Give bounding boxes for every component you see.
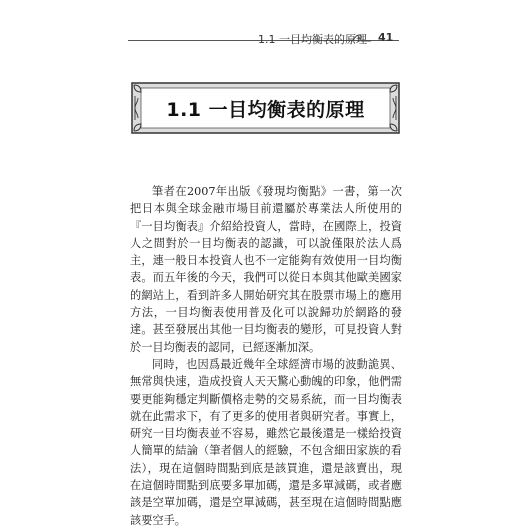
section-title: 1.1 一目均衡表的原理	[166, 98, 365, 121]
paragraph: 筆者在2007年出版《發現均衡點》一書，第一次把日本與全球金融市場目前還屬於專業法人所使用的『一目均衡表』介紹給投資人，當時，在國際上，投資人之間對於一目均衡表的認識，可以說僅限於法人爲主，連一般日本投資人也不一定能夠有效使用一目均衡表。而五年後的今天，我們可以從日本與其他歐美國家的網站上，看到許多人開始研究其在股票市場上的應用方法，一目均衡表使用普及化可以說歸功於網路的發達。甚至發展出其他一目均衡表的變形，可見投資人對於一目均衡表的認同，已經逐漸加深。	[130, 185, 402, 354]
paragraph: 同時，也因爲最近幾年全球經濟市場的波動詭異、無常與快速，造成投資人天天驚心動魄的印象，他們需要更能夠穩定判斷價格走勢的交易系統，而一目均衡表就在此需求下，有了更多的使用者與研究者。事實上，研究一目均衡表並不容易，雖然它最後還是一樣給投資人簡單的結論（筆者個人的經驗，不包含細田家族的看法），現在這個時間點到底是該買進，還是該賣出，現在這個時間點到底要多單加碼，還是多單減碼，或者應該是空單加碼，還是空單減碼，甚至現在這個時間點應該要空手。	[130, 357, 402, 527]
header-section-title: 1.1 一目均衡表的原理	[258, 33, 367, 46]
body-text	[130, 183, 402, 529]
header-ornament-icon	[350, 33, 372, 43]
page-number: 41	[378, 31, 394, 44]
section-title-banner	[131, 82, 400, 134]
